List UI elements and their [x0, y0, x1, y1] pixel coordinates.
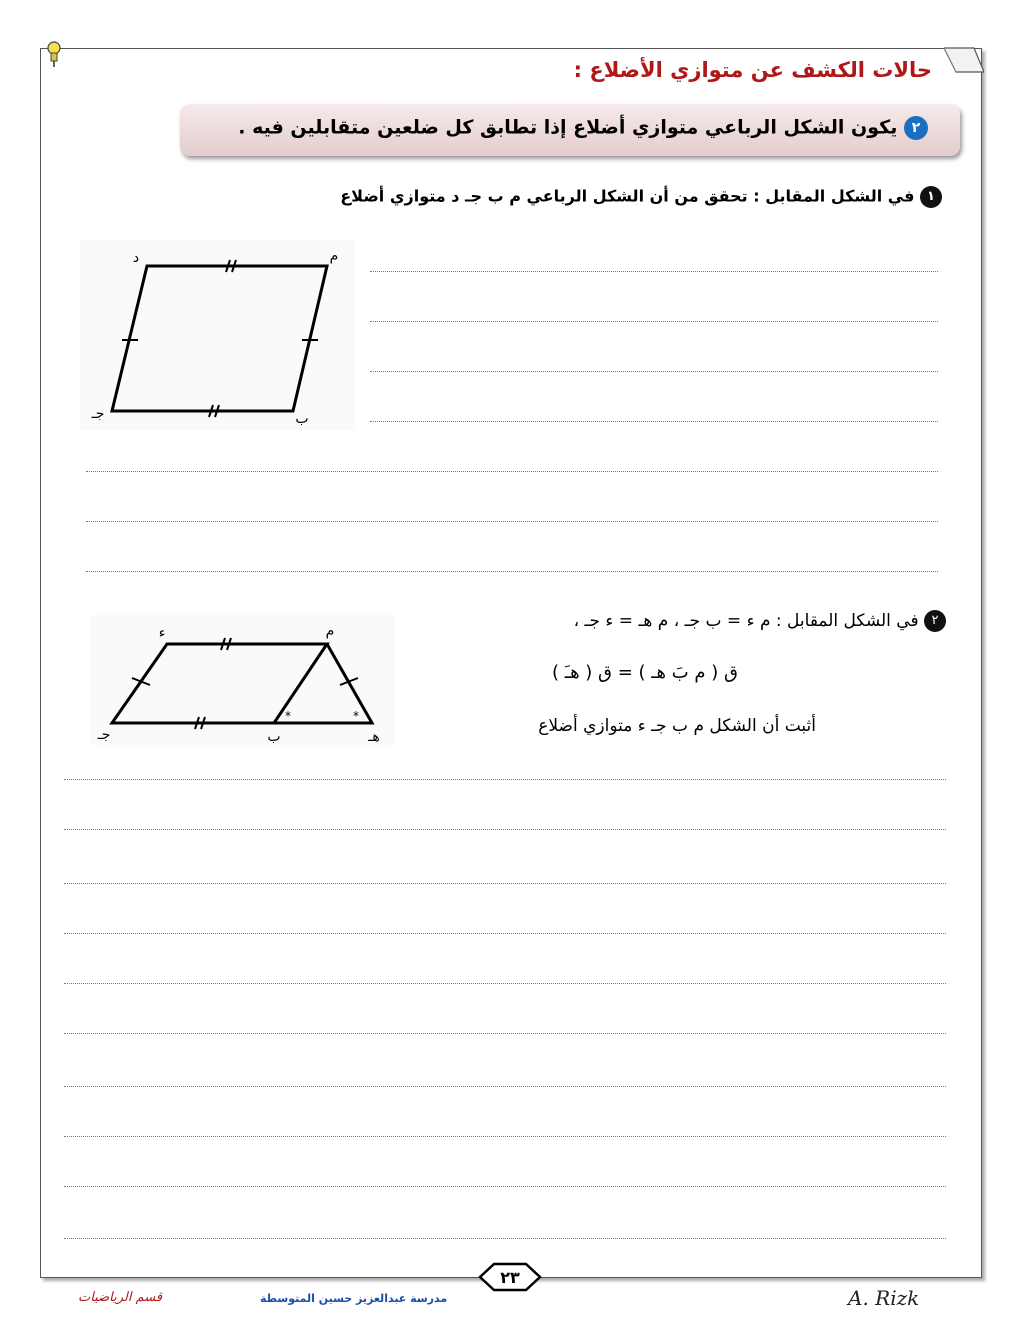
exercise-1-number: ١ [920, 186, 942, 208]
answer-line[interactable] [370, 421, 938, 422]
figure-1-label-d: د [132, 250, 140, 266]
exercise-2-line-3: أثبت أن الشكل م ب جـ ء متوازي أضلاع [538, 716, 816, 736]
answer-line[interactable] [64, 1238, 946, 1239]
answer-line[interactable] [370, 271, 938, 272]
answer-line[interactable] [370, 371, 938, 372]
page-heading: حالات الكشف عن متوازي الأضلاع : [573, 58, 932, 82]
answer-line[interactable] [64, 1186, 946, 1187]
footer-school: مدرسة عبدالعزيز حسين المتوسطة [260, 1292, 448, 1305]
figure-2-label-e: ء [158, 625, 166, 641]
answer-line[interactable] [64, 1033, 946, 1034]
exercise-1-figure [80, 240, 355, 430]
answer-line[interactable] [370, 321, 938, 322]
page-number-badge [478, 1262, 542, 1292]
figure-2-label-j: جـ [97, 727, 111, 743]
answer-line[interactable] [64, 829, 946, 830]
theorem-banner [180, 104, 960, 156]
svg-text:*: * [285, 709, 291, 723]
answer-line[interactable] [86, 571, 938, 572]
exercise-1-prompt [340, 186, 942, 208]
answer-line[interactable] [64, 883, 946, 884]
page-number: ٢٣ [500, 1268, 520, 1287]
exercise-2-line-2: ق ( م بَ هـ ) = ق ( هـَ ) [552, 662, 738, 683]
theorem-text [238, 116, 928, 140]
answer-line[interactable] [64, 1136, 946, 1137]
theorem-number-badge: ٢ [904, 116, 928, 140]
answer-line[interactable] [86, 521, 938, 522]
answer-line[interactable] [86, 471, 938, 472]
parallelogram-shape [112, 266, 327, 411]
figure-2-label-m: م [325, 623, 335, 639]
figure-2-label-h: هـ [368, 729, 380, 745]
exercise-2-line-1: في الشكل المقابل : م ء = ب جـ ، م هـ = ء جـ ، [573, 611, 919, 631]
exercise-2-given [574, 610, 946, 632]
answer-line[interactable] [64, 933, 946, 934]
footer-department: قسم الرياضيات [78, 1290, 163, 1305]
exercise-2-number: ٢ [924, 610, 946, 632]
figure-1-label-j: جـ [91, 406, 105, 422]
exercise-1-text: في الشكل المقابل : تحقق من أن الشكل الرباعي م ب جـ د متوازي أضلاع [340, 186, 915, 206]
figure-1-label-m: م [329, 248, 339, 264]
page-fold-icon [944, 44, 984, 76]
footer-signature: A. Rizk [848, 1286, 920, 1310]
pin-icon [44, 40, 64, 68]
answer-line[interactable] [64, 983, 946, 984]
figure-2-label-b: ب [267, 729, 281, 745]
exercise-2-figure [90, 615, 395, 745]
figure-1-label-b: ب [295, 411, 309, 427]
answer-line[interactable] [64, 779, 946, 780]
answer-line[interactable] [64, 1086, 946, 1087]
svg-text:*: * [353, 709, 359, 723]
theorem-statement: يكون الشكل الرباعي متوازي أضلاع إذا تطابق كل ضلعين متقابلين فيه . [238, 116, 898, 139]
